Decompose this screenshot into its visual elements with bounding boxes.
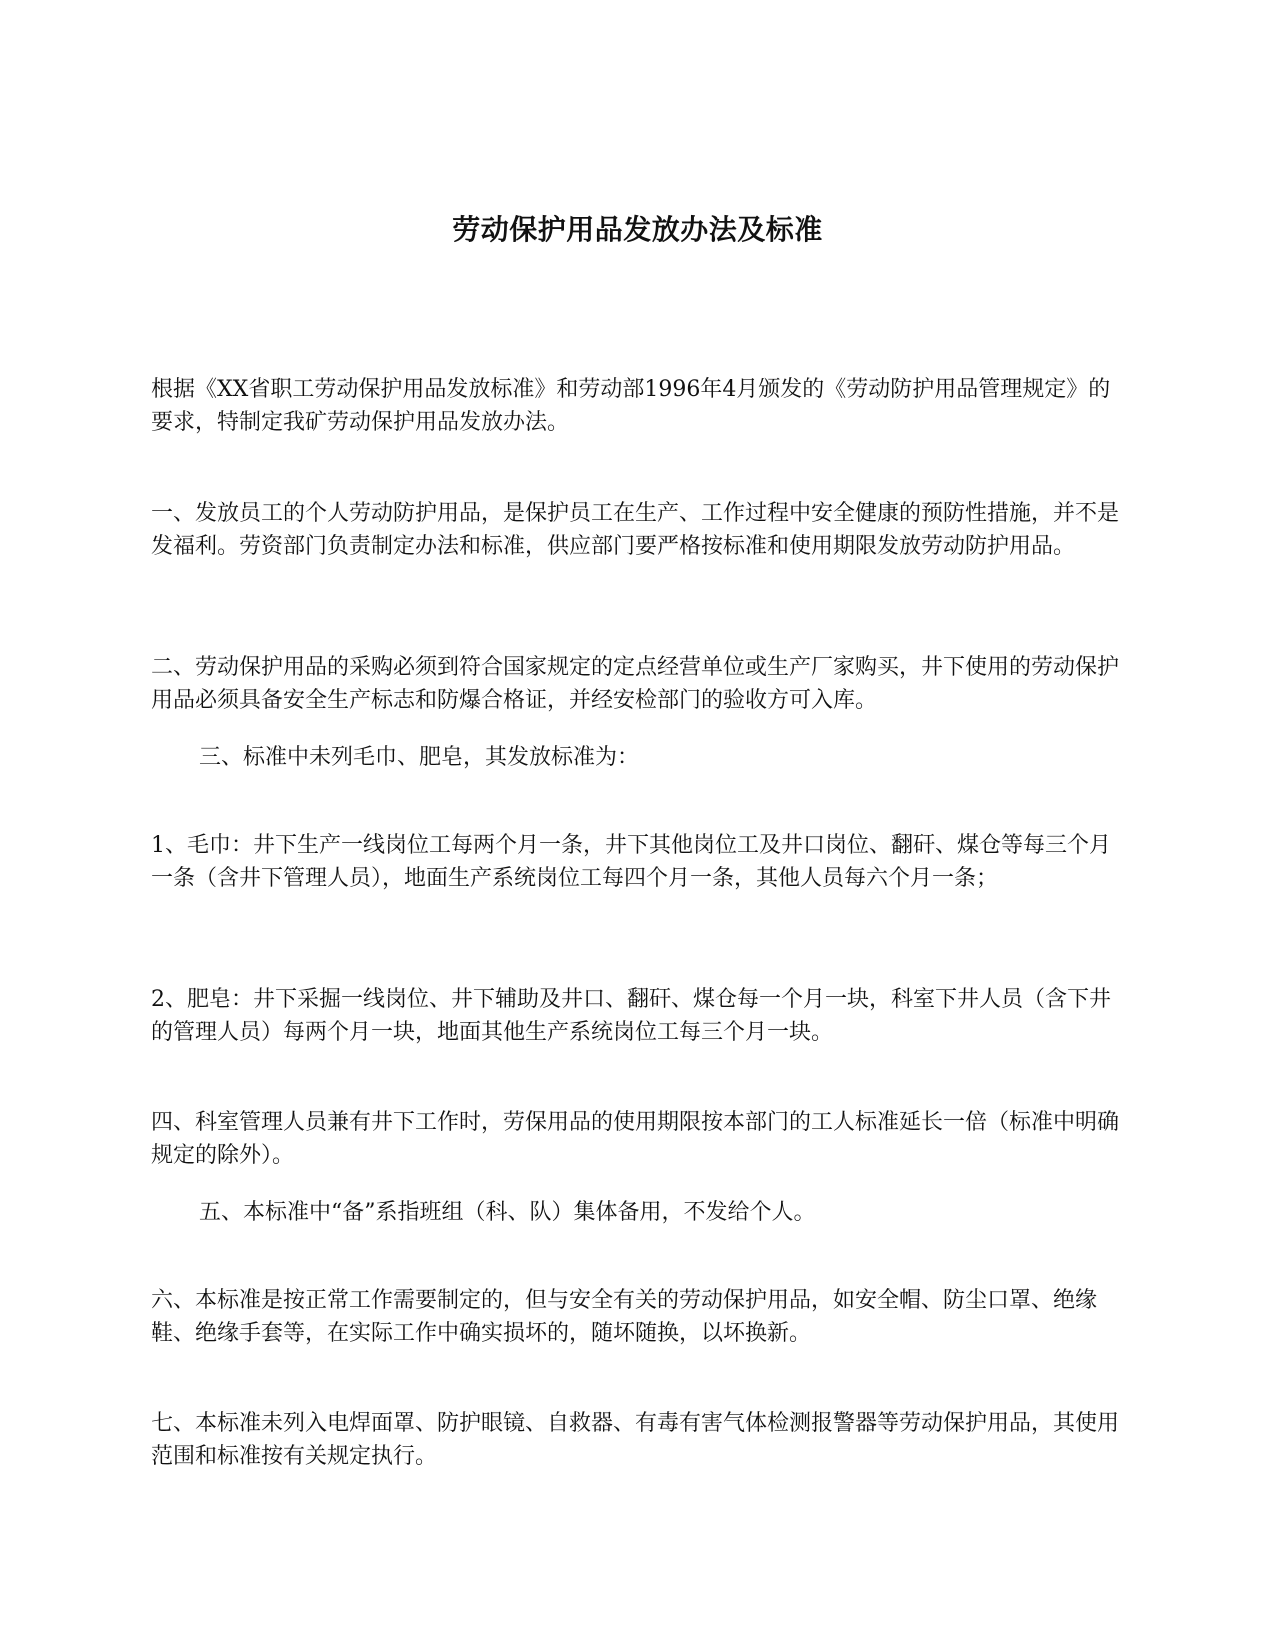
paragraph-item-3: 三、标准中未列毛巾、肥皂，其发放标准为：: [199, 745, 640, 770]
paragraph-soap-standard: 2、肥皂：井下采掘一线岗位、井下辅助及井口、翻矸、煤仓每一个月一块，科室下井人员（含下井的管理人员）每两个月一块，地面其他生产系统岗位工每三个月一块。: [151, 987, 1112, 1045]
paragraph-item-6: 六、本标准是按正常工作需要制定的，但与安全有关的劳动保护用品，如安全帽、防尘口罩、绝缘鞋、绝缘手套等，在实际工作中确实损坏的，随坏随换，以坏换新。: [151, 1288, 1098, 1346]
paragraph-item-5: 五、本标准中“备”系指班组（科、队）集体备用，不发给个人。: [199, 1200, 816, 1225]
paragraph-item-1: 一、发放员工的个人劳动防护用品，是保护员工在生产、工作过程中安全健康的预防性措施，并不是发福利。劳资部门负责制定办法和标准，供应部门要严格按标准和使用期限发放劳动防护用品。: [151, 501, 1120, 559]
paragraph-item-2: 二、劳动保护用品的采购必须到符合国家规定的定点经营单位或生产厂家购买，井下使用的劳动保护用品必须具备安全生产标志和防爆合格证，并经安检部门的验收方可入库。: [151, 655, 1120, 713]
document-title: 劳动保护用品发放办法及标准: [452, 213, 823, 246]
paragraph-item-4: 四、科室管理人员兼有井下工作时，劳保用品的使用期限按本部门的工人标准延长一倍（标准中明确规定的除外）。: [151, 1110, 1120, 1168]
paragraph-item-7: 七、本标准未列入电焊面罩、防护眼镜、自救器、有毒有害气体检测报警器等劳动保护用品，其使用范围和标准按有关规定执行。: [151, 1411, 1120, 1469]
paragraph-towel-standard: 1、毛巾：井下生产一线岗位工每两个月一条，井下其他岗位工及井口岗位、翻矸、煤仓等每三个月一条（含井下管理人员），地面生产系统岗位工每四个月一条，其他人员每六个月一条；: [151, 833, 1112, 891]
paragraph-intro: 根据《XX省职工劳动保护用品发放标准》和劳动部1996年4月颁发的《劳动防护用品管理规定》的要求，特制定我矿劳动保护用品发放办法。: [151, 377, 1111, 435]
